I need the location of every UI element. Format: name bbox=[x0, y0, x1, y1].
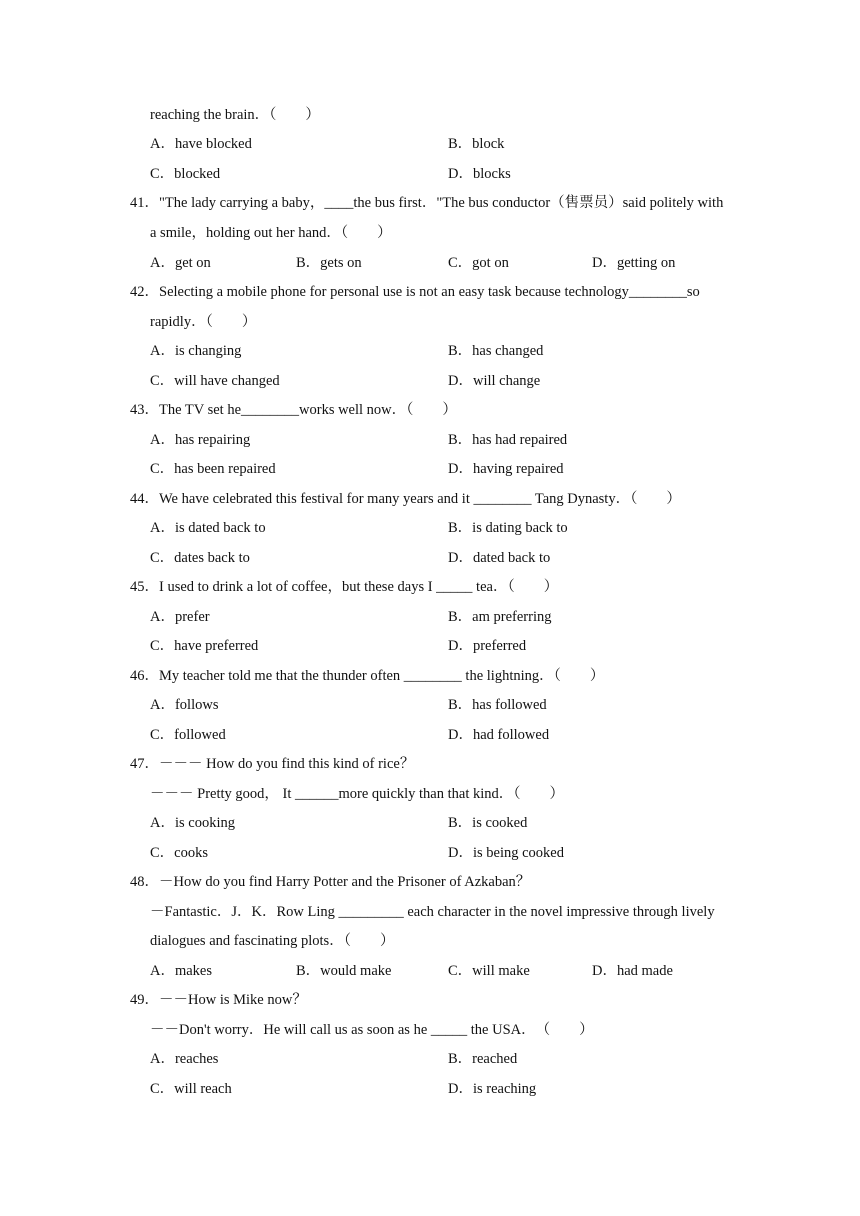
option-41-a: A．get on bbox=[150, 255, 211, 271]
option-49-d: D．is reaching bbox=[448, 1081, 537, 1097]
option-48-d: D．had made bbox=[592, 963, 673, 979]
question-48-text: 48．－How do you find Harry Potter and the Prisoner of Azkaban？ bbox=[130, 874, 531, 890]
option-45-c: C．have preferred bbox=[150, 638, 259, 654]
option-47-c: C．cooks bbox=[150, 845, 208, 861]
option-42-b: B．has changed bbox=[448, 343, 544, 359]
option-47-a: A．is cooking bbox=[150, 815, 235, 831]
question-40-continuation: reaching the brain．（ ） bbox=[150, 107, 320, 123]
question-48-text-cont-2: dialogues and fascinating plots．（ ） bbox=[150, 933, 395, 949]
option-41-c: C．got on bbox=[448, 255, 509, 271]
option-43-b: B．has had repaired bbox=[448, 432, 568, 448]
option-41-b: B．gets on bbox=[296, 255, 362, 271]
option-48-a: A．makes bbox=[150, 963, 213, 979]
option-40-c: C．blocked bbox=[150, 166, 221, 182]
option-47-b: B．is cooked bbox=[448, 815, 528, 831]
option-41-d: D．getting on bbox=[592, 255, 676, 271]
option-45-d: D．preferred bbox=[448, 638, 527, 654]
question-49-text: 49．－－How is Mike now？ bbox=[130, 992, 307, 1008]
question-47-text: 47．－－－ How do you find this kind of rice？ bbox=[130, 756, 415, 772]
option-42-c: C．will have changed bbox=[150, 373, 280, 389]
option-48-c: C．will make bbox=[448, 963, 530, 979]
question-44-text: 44．We have celebrated this festival for many years and it ________ Tang Dynasty．（ ） bbox=[130, 491, 681, 507]
option-40-b: B．block bbox=[448, 136, 505, 152]
question-46-text: 46．My teacher told me that the thunder often ________ the lightning．（ ） bbox=[130, 668, 605, 684]
question-48-text-cont: －Fantastic．J．K．Row Ling _________ each character in the novel impressive through lively bbox=[150, 904, 715, 920]
option-48-b: B．would make bbox=[296, 963, 392, 979]
option-43-d: D．having repaired bbox=[448, 461, 564, 477]
question-41-text: 41．"The lady carrying a baby，____the bus first．"The bus conductor（售票员）said politely with bbox=[130, 195, 724, 211]
question-47-text-cont: －－－ Pretty good， It ______more quickly than that kind．（ ） bbox=[150, 786, 565, 802]
option-45-b: B．am preferring bbox=[448, 609, 552, 625]
option-46-b: B．has followed bbox=[448, 697, 547, 713]
question-42-text-cont: rapidly．（ ） bbox=[150, 314, 257, 330]
option-45-a: A．prefer bbox=[150, 609, 210, 625]
question-43-text: 43．The TV set he________works well now．（ ） bbox=[130, 402, 457, 418]
option-49-b: B．reached bbox=[448, 1051, 518, 1067]
question-49-text-cont: －－Don't worry．He will call us as soon as he _____ the USA． （ ） bbox=[150, 1022, 594, 1038]
option-42-d: D．will change bbox=[448, 373, 541, 389]
option-44-b: B．is dating back to bbox=[448, 520, 568, 536]
option-43-c: C．has been repaired bbox=[150, 461, 276, 477]
option-42-a: A．is changing bbox=[150, 343, 242, 359]
option-47-d: D．is being cooked bbox=[448, 845, 564, 861]
option-49-c: C．will reach bbox=[150, 1081, 232, 1097]
option-43-a: A．has repairing bbox=[150, 432, 251, 448]
option-46-c: C．followed bbox=[150, 727, 226, 743]
option-44-a: A．is dated back to bbox=[150, 520, 266, 536]
option-49-a: A．reaches bbox=[150, 1051, 219, 1067]
option-46-a: A．follows bbox=[150, 697, 219, 713]
option-44-c: C．dates back to bbox=[150, 550, 250, 566]
option-40-d: D．blocks bbox=[448, 166, 511, 182]
option-44-d: D．dated back to bbox=[448, 550, 551, 566]
question-45-text: 45．I used to drink a lot of coffee，but these days I _____ tea．（ ） bbox=[130, 579, 559, 595]
option-40-a: A．have blocked bbox=[150, 136, 252, 152]
option-46-d: D．had followed bbox=[448, 727, 550, 743]
question-41-text-cont: a smile，holding out her hand．（ ） bbox=[150, 225, 392, 241]
question-42-text: 42．Selecting a mobile phone for personal use is not an easy task because technology________so bbox=[130, 284, 700, 300]
